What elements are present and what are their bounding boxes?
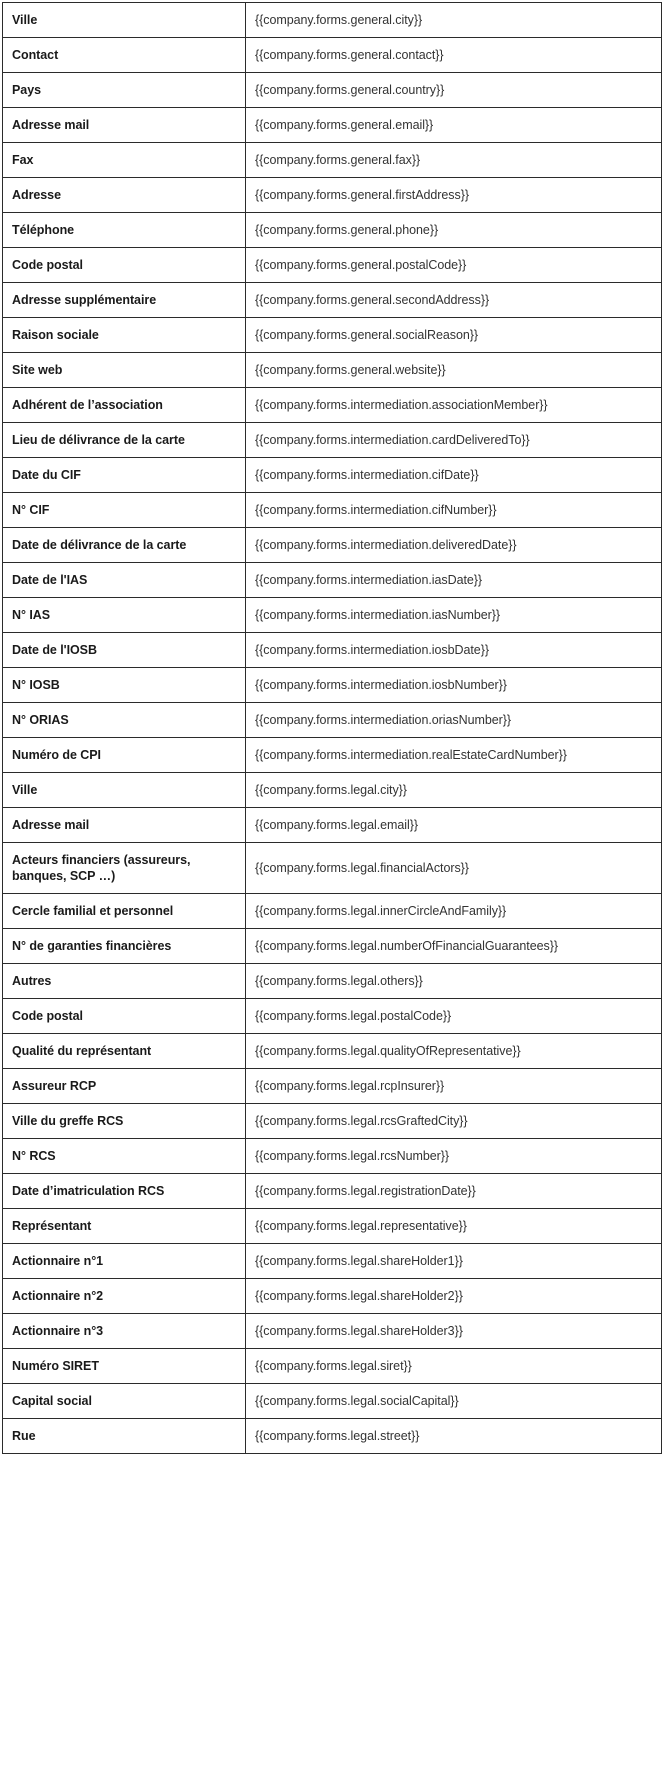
field-label-cell: Pays (3, 73, 246, 108)
table-row (3, 1209, 662, 1244)
table-row (3, 1104, 662, 1139)
table-row (3, 1069, 662, 1104)
table-row (3, 598, 662, 633)
table-row (3, 1244, 662, 1279)
field-token-cell: {{company.forms.legal.email}} (246, 808, 662, 843)
table-row (3, 843, 662, 894)
field-label-cell: Date de l'IAS (3, 563, 246, 598)
field-token-cell: {{company.forms.general.secondAddress}} (246, 283, 662, 318)
field-token-cell: {{company.forms.legal.financialActors}} (246, 843, 662, 894)
table-row (3, 1419, 662, 1454)
field-label-cell: N° CIF (3, 493, 246, 528)
table-row (3, 633, 662, 668)
field-label-cell: Code postal (3, 999, 246, 1034)
field-label-cell: N° ORIAS (3, 703, 246, 738)
field-token-cell: {{company.forms.general.fax}} (246, 143, 662, 178)
field-label-cell: Ville (3, 773, 246, 808)
field-label-cell: N° de garanties financières (3, 929, 246, 964)
field-token-cell: {{company.forms.intermediation.iosbNumber}} (246, 668, 662, 703)
table-row (3, 563, 662, 598)
field-token-cell: {{company.forms.intermediation.iasDate}} (246, 563, 662, 598)
table-row (3, 353, 662, 388)
field-token-cell: {{company.forms.general.firstAddress}} (246, 178, 662, 213)
field-token-cell: {{company.forms.intermediation.iosbDate}} (246, 633, 662, 668)
field-token-cell: {{company.forms.legal.rcsGraftedCity}} (246, 1104, 662, 1139)
field-token-cell: {{company.forms.general.country}} (246, 73, 662, 108)
table-row (3, 1139, 662, 1174)
table-row (3, 1349, 662, 1384)
field-label-cell: Contact (3, 38, 246, 73)
field-token-cell: {{company.forms.general.postalCode}} (246, 248, 662, 283)
field-token-cell: {{company.forms.legal.shareHolder3}} (246, 1314, 662, 1349)
field-label-cell: Capital social (3, 1384, 246, 1419)
field-label-cell: Ville du greffe RCS (3, 1104, 246, 1139)
table-row (3, 423, 662, 458)
field-label-cell: Adresse supplémentaire (3, 283, 246, 318)
table-row (3, 703, 662, 738)
table-row (3, 38, 662, 73)
company-form-fields-table (2, 2, 662, 1454)
field-token-cell: {{company.forms.intermediation.iasNumber}} (246, 598, 662, 633)
field-label-cell: Rue (3, 1419, 246, 1454)
field-token-cell: {{company.forms.general.city}} (246, 3, 662, 38)
table-row (3, 999, 662, 1034)
field-token-cell: {{company.forms.legal.representative}} (246, 1209, 662, 1244)
field-label-cell: Actionnaire n°1 (3, 1244, 246, 1279)
table-row (3, 929, 662, 964)
field-token-cell: {{company.forms.general.website}} (246, 353, 662, 388)
table-row (3, 388, 662, 423)
table-row (3, 283, 662, 318)
field-token-cell: {{company.forms.general.phone}} (246, 213, 662, 248)
field-token-cell: {{company.forms.intermediation.associationMember}} (246, 388, 662, 423)
field-token-cell: {{company.forms.legal.shareHolder2}} (246, 1279, 662, 1314)
table-row (3, 738, 662, 773)
field-token-cell: {{company.forms.legal.shareHolder1}} (246, 1244, 662, 1279)
table-row (3, 894, 662, 929)
table-row (3, 1384, 662, 1419)
table-row (3, 1174, 662, 1209)
field-label-cell: Site web (3, 353, 246, 388)
field-label-cell: Lieu de délivrance de la carte (3, 423, 246, 458)
field-label-cell: Autres (3, 964, 246, 999)
table-row (3, 808, 662, 843)
table-row (3, 3, 662, 38)
field-label-cell: Acteurs financiers (assureurs, banques, SCP …) (3, 843, 246, 894)
field-token-cell: {{company.forms.legal.socialCapital}} (246, 1384, 662, 1419)
table-row (3, 73, 662, 108)
field-label-cell: Actionnaire n°2 (3, 1279, 246, 1314)
field-label-cell: Date de l'IOSB (3, 633, 246, 668)
field-token-cell: {{company.forms.intermediation.cifNumber}} (246, 493, 662, 528)
field-label-cell: Fax (3, 143, 246, 178)
table-row (3, 1314, 662, 1349)
table-row (3, 493, 662, 528)
table-row (3, 668, 662, 703)
table-row (3, 108, 662, 143)
field-token-cell: {{company.forms.intermediation.cardDeliveredTo}} (246, 423, 662, 458)
field-label-cell: Date du CIF (3, 458, 246, 493)
field-token-cell: {{company.forms.general.email}} (246, 108, 662, 143)
table-row (3, 248, 662, 283)
field-label-cell: Assureur RCP (3, 1069, 246, 1104)
field-label-cell: Adhérent de l’association (3, 388, 246, 423)
field-label-cell: Cercle familial et personnel (3, 894, 246, 929)
field-token-cell: {{company.forms.general.contact}} (246, 38, 662, 73)
field-label-cell: Date d’imatriculation RCS (3, 1174, 246, 1209)
field-token-cell: {{company.forms.legal.rcsNumber}} (246, 1139, 662, 1174)
field-label-cell: Adresse mail (3, 108, 246, 143)
field-token-cell: {{company.forms.legal.numberOfFinancialGuarantees}} (246, 929, 662, 964)
table-row (3, 318, 662, 353)
field-token-cell: {{company.forms.general.socialReason}} (246, 318, 662, 353)
field-token-cell: {{company.forms.legal.postalCode}} (246, 999, 662, 1034)
field-label-cell: Numéro de CPI (3, 738, 246, 773)
field-label-cell: Adresse (3, 178, 246, 213)
table-body (3, 3, 662, 1454)
field-label-cell: Représentant (3, 1209, 246, 1244)
field-label-cell: Téléphone (3, 213, 246, 248)
field-label-cell: Adresse mail (3, 808, 246, 843)
field-label-cell: Raison sociale (3, 318, 246, 353)
table-row (3, 213, 662, 248)
table-row (3, 143, 662, 178)
table-row (3, 458, 662, 493)
field-label-cell: N° IAS (3, 598, 246, 633)
table-row (3, 773, 662, 808)
table-row (3, 1034, 662, 1069)
field-token-cell: {{company.forms.legal.registrationDate}} (246, 1174, 662, 1209)
field-label-cell: Date de délivrance de la carte (3, 528, 246, 563)
table-row (3, 528, 662, 563)
field-token-cell: {{company.forms.intermediation.oriasNumber}} (246, 703, 662, 738)
field-token-cell: {{company.forms.legal.city}} (246, 773, 662, 808)
field-token-cell: {{company.forms.legal.others}} (246, 964, 662, 999)
field-token-cell: {{company.forms.intermediation.realEstateCardNumber}} (246, 738, 662, 773)
field-label-cell: Code postal (3, 248, 246, 283)
field-label-cell: N° IOSB (3, 668, 246, 703)
field-token-cell: {{company.forms.legal.innerCircleAndFamily}} (246, 894, 662, 929)
table-row (3, 1279, 662, 1314)
field-label-cell: Ville (3, 3, 246, 38)
field-token-cell: {{company.forms.legal.rcpInsurer}} (246, 1069, 662, 1104)
field-token-cell: {{company.forms.legal.street}} (246, 1419, 662, 1454)
field-token-cell: {{company.forms.legal.qualityOfRepresentative}} (246, 1034, 662, 1069)
table-row (3, 178, 662, 213)
table-row (3, 964, 662, 999)
field-token-cell: {{company.forms.legal.siret}} (246, 1349, 662, 1384)
field-token-cell: {{company.forms.intermediation.deliveredDate}} (246, 528, 662, 563)
field-label-cell: N° RCS (3, 1139, 246, 1174)
field-label-cell: Actionnaire n°3 (3, 1314, 246, 1349)
field-label-cell: Qualité du représentant (3, 1034, 246, 1069)
field-label-cell: Numéro SIRET (3, 1349, 246, 1384)
field-token-cell: {{company.forms.intermediation.cifDate}} (246, 458, 662, 493)
